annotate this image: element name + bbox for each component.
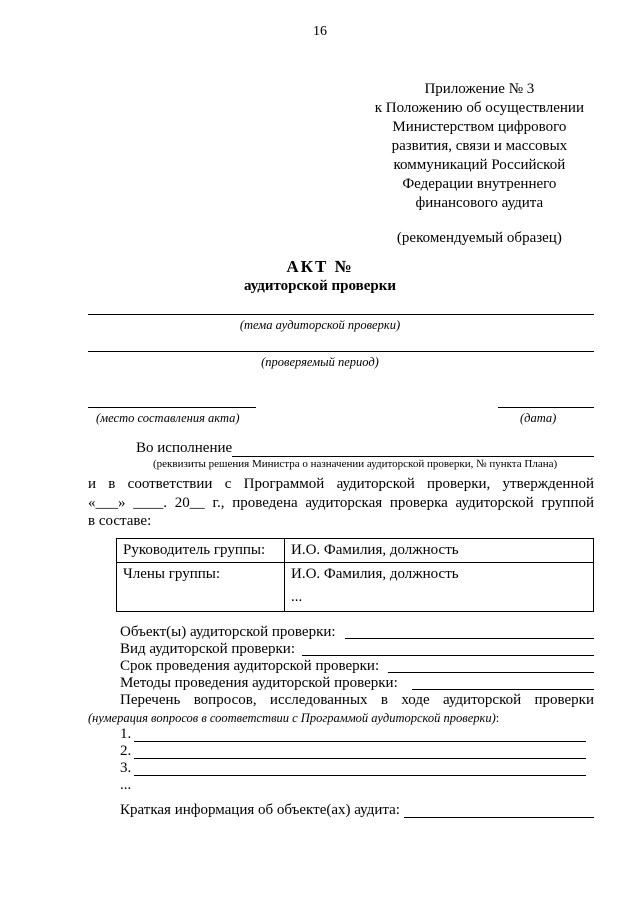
- topic-line[interactable]: [88, 314, 594, 315]
- questions-caption-wrap: [88, 711, 499, 726]
- act-title: АКТ №: [286, 257, 354, 276]
- execution-caption: (реквизиты решения Министра о назначении аудиторской проверки, № пункта Плана): [153, 458, 558, 470]
- date-caption: (дата): [520, 411, 557, 425]
- team-table: [116, 538, 594, 612]
- question-ellipsis: ...: [120, 777, 132, 793]
- topic-caption: (тема аудиторской проверки): [239, 318, 401, 332]
- table-row: [117, 539, 594, 563]
- period-line[interactable]: [88, 351, 594, 352]
- type-line[interactable]: [302, 655, 594, 656]
- appendix-line: Министерством цифрового: [392, 119, 567, 135]
- summary-line[interactable]: [404, 817, 594, 818]
- appendix-line: коммуникаций Российской: [393, 157, 566, 173]
- date-line[interactable]: [498, 407, 594, 408]
- appendix-line: финансового аудита: [415, 195, 544, 211]
- questions-caption-end: :: [495, 711, 500, 725]
- place-caption: (место составления акта): [96, 411, 240, 425]
- period-caption: (проверяемый период): [261, 355, 379, 369]
- table-row: [117, 563, 594, 612]
- methods-line[interactable]: [412, 689, 594, 690]
- question-item-line[interactable]: [134, 775, 586, 776]
- execution-line[interactable]: [232, 456, 594, 457]
- term-line[interactable]: [388, 672, 594, 673]
- question-item-line[interactable]: [134, 758, 586, 759]
- page-number: 16: [313, 24, 327, 39]
- member-value: И.О. Фамилия, должность: [291, 542, 459, 558]
- paragraph-line: и в соответствии с Программой аудиторской проверки, утвержденной: [88, 476, 594, 492]
- appendix-line: Приложение № 3: [424, 81, 535, 97]
- appendix-line: Федерации внутреннего: [402, 176, 557, 192]
- paragraph-line: в составе:: [88, 513, 152, 529]
- appendix-block: [375, 80, 584, 248]
- execution-label: Во исполнение: [136, 440, 233, 456]
- question-item-number: 2.: [120, 743, 132, 759]
- questions-line: Перечень вопросов, исследованных в ходе аудиторской проверки: [120, 692, 594, 708]
- object-line[interactable]: [345, 638, 594, 639]
- member-cell: [285, 563, 594, 612]
- object-label: Объект(ы) аудиторской проверки:: [120, 624, 336, 640]
- type-label: Вид аудиторской проверки:: [120, 641, 296, 657]
- questions-caption: (нумерация вопросов в соответствии с Программой аудиторской проверки): [88, 711, 496, 725]
- summary-label: Краткая информация об объекте(ах) аудита:: [120, 802, 400, 818]
- paragraph-line: «___» ____. 20__ г., проведена аудиторская проверка аудиторской группой: [88, 495, 594, 511]
- role-cell: Руководитель группы:: [117, 539, 285, 563]
- question-item-number: 1.: [120, 726, 132, 742]
- act-subtitle: аудиторской проверки: [243, 278, 397, 294]
- appendix-line: к Положению об осуществлении: [374, 100, 584, 116]
- sample-note: (рекомендуемый образец): [396, 230, 562, 246]
- question-item-number: 3.: [120, 760, 132, 776]
- member-cell: [285, 539, 594, 563]
- question-item-line[interactable]: [134, 741, 586, 742]
- term-label: Срок проведения аудиторской проверки:: [120, 658, 380, 674]
- member-ellipsis: ...: [291, 589, 303, 605]
- role-cell: Члены группы:: [117, 563, 285, 612]
- member-value: И.О. Фамилия, должность: [291, 566, 459, 582]
- appendix-line: развития, связи и массовых: [391, 138, 568, 154]
- place-line[interactable]: [88, 407, 256, 408]
- methods-label: Методы проведения аудиторской проверки:: [120, 675, 398, 691]
